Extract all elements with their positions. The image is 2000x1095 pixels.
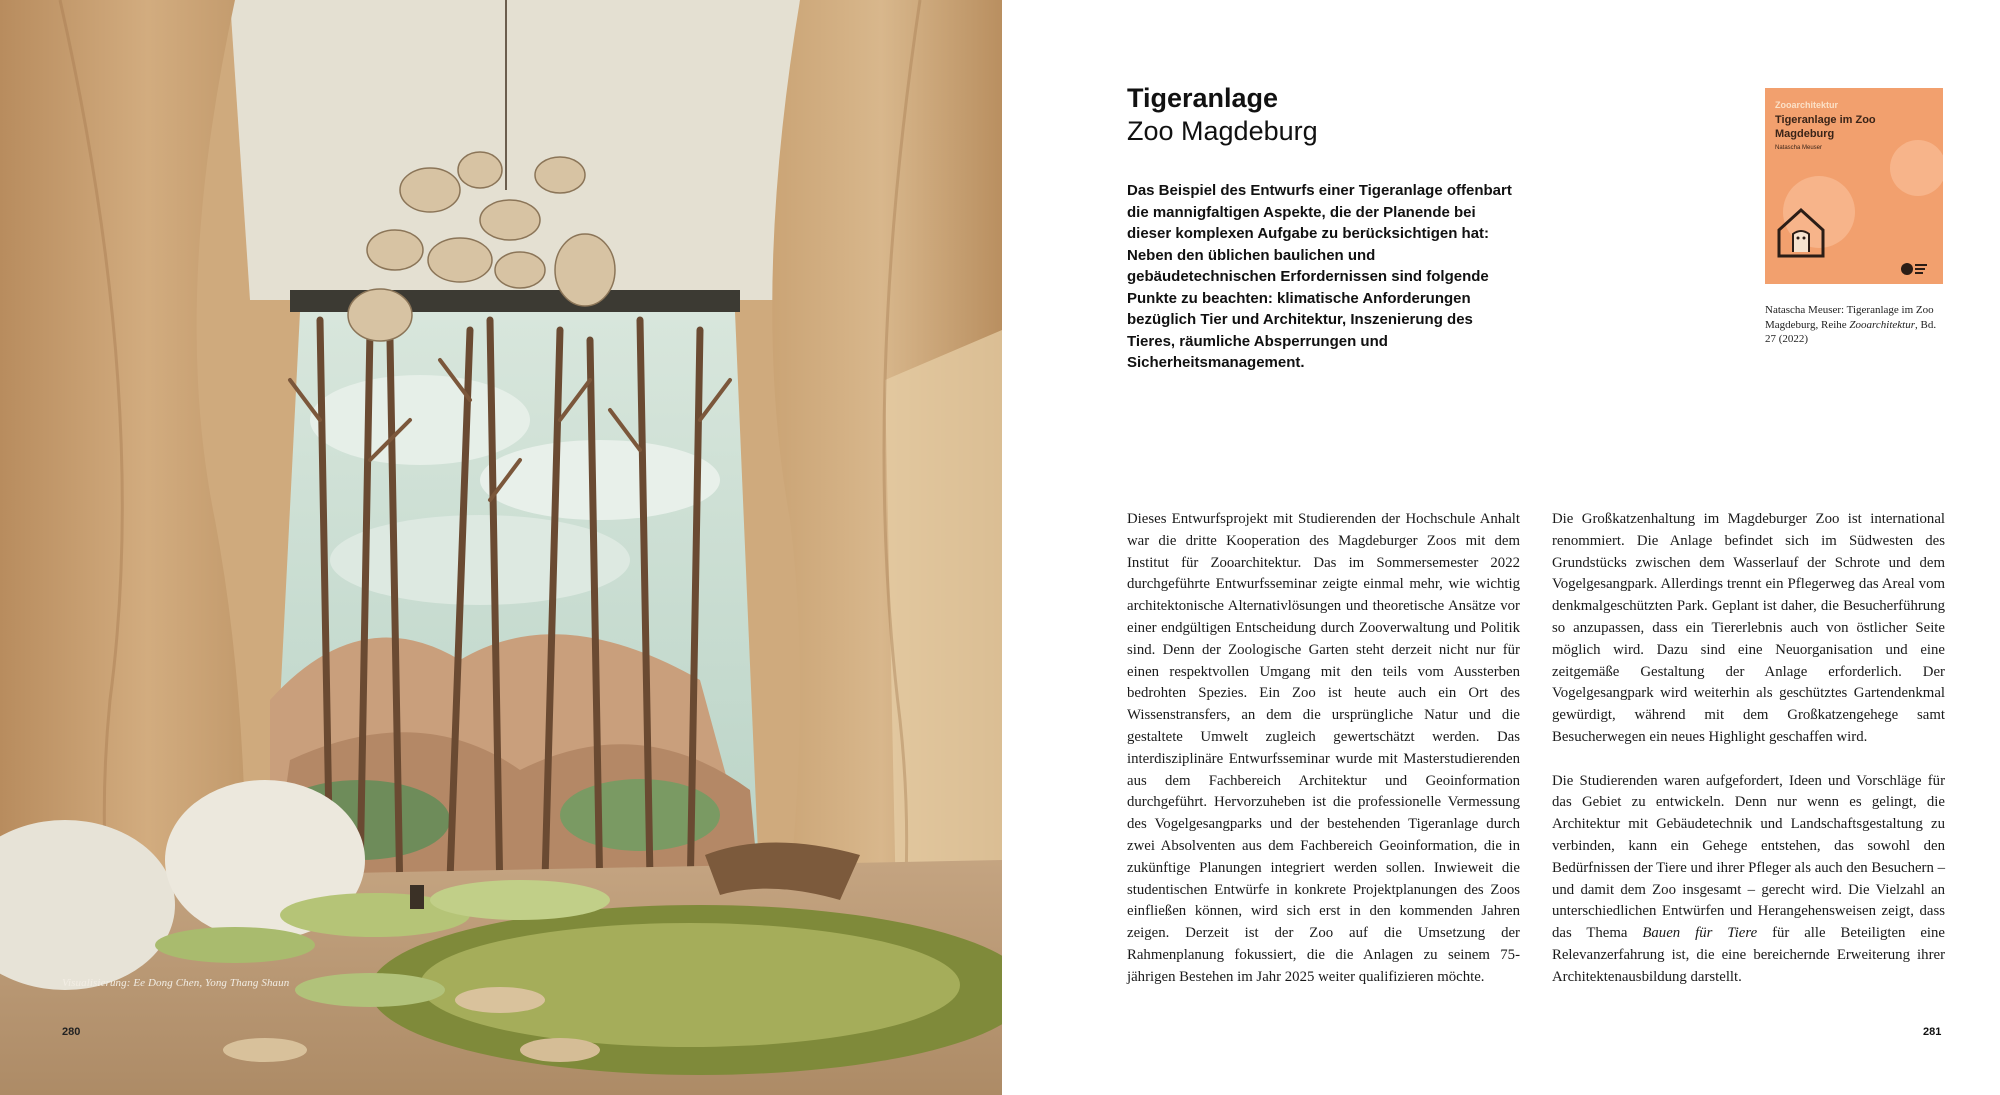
book-cover-image [1765,88,1943,284]
body-column-2 [1552,509,1945,989]
book-author: Natascha Meuser [1775,145,1823,151]
article-subtitle: Zoo Magdeburg [1127,116,1318,146]
tiger-house-icon [1775,206,1827,258]
body-paragraph: Die Studierenden waren aufgefordert, Ideen und Vorschläge für das Gebiet zu entwickeln. Denn nur wenn es gelingt, die Architektur mit Gebäudetechnik und Landschaftsgestaltung zu verbinden, kann ein Gehege entstehen, das sowohl den Bedürfnissen der Tiere und ihrer Pfleger als auch den Besuchern – und damit dem Zoo insgesamt – gerecht wird. Die Vielzahl an unterschiedlichen Entwürfen und Herangehensweisen zeigt, dass das Thema Bauen für Tiere für alle Beteiligten eine Relevanzerfahrung ist, die eine bereichernde Erweiterung ihrer Architektenausbildung darstellt. [1552,772,1945,985]
image-credit-caption: Visualisierung: Ee Dong Chen, Yong Thang Shaun [62,977,290,989]
book-series-label: Zooarchitektur [1775,100,1839,110]
page-number-left: 280 [62,1026,81,1038]
book-caption: Natascha Meuser: Tigeranlage im Zoo Magdeburg, Reihe Zooarchitektur, Bd. 27 (2022) [1765,304,1937,345]
book-title: Tigeranlage im Zoo Magdeburg [1775,114,1876,140]
page-number-right: 281 [1923,1026,1942,1038]
body-column-1 [1127,509,1520,989]
lead-paragraph: Das Beispiel des Entwurfs einer Tigeranlage offenbart die mannigfaltigen Aspekte, die der Planende bei dieser komplexen Aufgabe zu berücksichtigen hat: Neben den üblichen baulichen und gebäudetechnischen Erfordernissen sind folgende Punkte zu beachten: klimatische Anforderungen bezüglich Tier und Architektur, Inszenierung des Tieres, räumliche Absperrungen und Sicherheitsmanagement. [1127,182,1512,371]
body-paragraph: Die Großkatzenhaltung im Magdeburger Zoo ist international renommiert. Die Anlage befindet sich im Südwesten des Grundstücks zwischen dem Wasserlauf der Schrote und dem Vogelgesangpark. Allerdings trennt ein Pflegerweg das Areal vom denkmalgeschützten Park. Geplant ist daher, die Besucherführung so anzupassen, dass ein Tiererlebnis auch von östlicher Seite möglich wird. Dazu sind eine Neuorganisation und eine zeitgemäße Gestaltung der Anlage erforderlich. Der Vogelgesangpark wird weiterhin als geschütztes Gartendenkmal gewürdigt, während mit dem Großkatzengehege samt Besucherwegen ein neues Highlight geschaffen wird. [1552,511,1945,745]
publisher-logo-icon [1900,260,1928,278]
body-paragraph: Dieses Entwurfsprojekt mit Studierenden der Hochschule Anhalt war die dritte Kooperation des Magdeburger Zoos mit dem Institut für Zooarchitektur. Das im Sommersemester 2022 durchgeführte Entwurfsseminar zeigte einmal mehr, wie wichtig architektonische Alternativlösungen und theoretische Ansätze vor einer endgültigen Entscheidung durch Zooverwaltung und Politik sind. Denn der Zoologische Garten steht derzeit nicht nur für einen respektvollen Umgang mit den teils vom Aussterben bedrohten Spezies. Ein Zoo ist heute auch ein Ort des Wissenstransfers, an dem die ursprüngliche Natur und die gestaltete Umwelt zugleich gewertschätzt werden. Das interdisziplinäre Entwurfsseminar wurde mit Masterstudierenden aus dem Fachbereich Architektur und Geoinformation durchgeführt. Hervorzuheben ist die professionelle Vermessung des Vogelgesangparks und der bestehenden Tigeranlage durch zwei Absolventen aus dem Fachbereich Geoinformation, die in zukünftige Planungen integriert werden sollen. Inwieweit die studentischen Entwürfe in konkrete Projektplanungen des Zoos einfließen können, wird sich erst in den kommenden Jahren zeigen. Derzeit ist der Zoo auf die Umsetzung der Rahmenplanung fokussiert, die die Anlagen zu seinem 75-jährigen Bestehen im Jahr 2025 weiter qualifizieren möchte. [1127,511,1520,985]
article-title: Tigeranlage [1127,83,1279,113]
